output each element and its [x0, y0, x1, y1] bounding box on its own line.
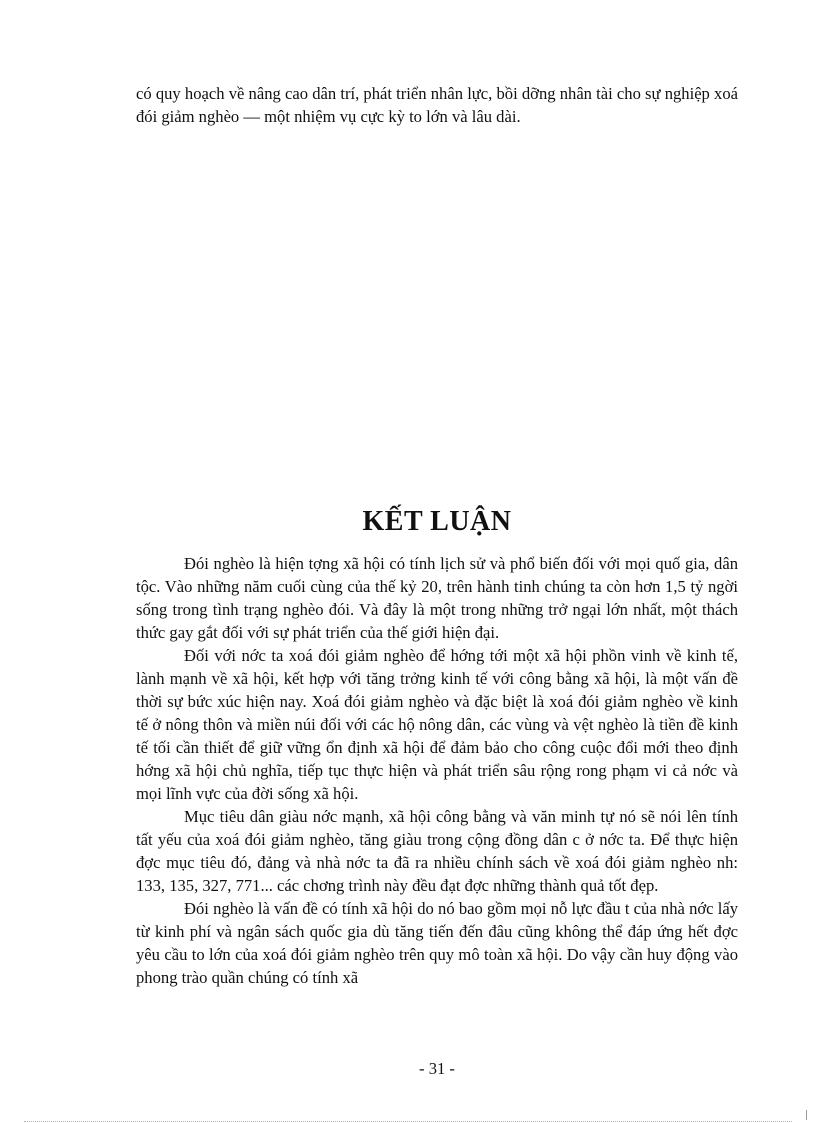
page-corner-mark: [806, 1110, 807, 1120]
conclusion-paragraph-4: Đói nghèo là vấn đề có tính xã hội do nó bao gồm mọi nỗ lực đầu t của nhà nớc lấy từ kinh phí và ngân sách quốc gia dù tăng tiến đến đâu cũng không thể đáp ứng hết đợc yêu cầu to lớn của xoá đói giảm nghèo trên quy mô toàn xã hội. Do vậy cần huy động vào phong trào quần chúng có tính xã: [136, 899, 738, 987]
page-bottom-border: [24, 1121, 792, 1122]
conclusion-text-block: [136, 552, 738, 989]
continuation-paragraph: có quy hoạch về nâng cao dân trí, phát triển nhân lực, bồi dỡng nhân tài cho sự nghiệp xoá đói giảm nghèo — một nhiệm vụ cực kỳ to lớn và lâu dài.: [136, 84, 738, 126]
conclusion-paragraph-1: Đói nghèo là hiện tợng xã hội có tính lịch sử và phổ biến đối với mọi quố gia, dân tộc. Vào những năm cuối cùng của thế kỷ 20, trên hành tinh chúng ta còn hơn 1,5 tỷ ngời sống trong tình trạng nghèo đói. Và đây là một trong những trở ngại lớn nhất, một thách thức gay gắt đối với sự phát triển của thế giới hiện đại.: [136, 554, 738, 642]
conclusion-paragraph-2: Đối với nớc ta xoá đói giảm nghèo để hớng tới một xã hội phồn vinh về kinh tế, lành mạnh về xã hội, kết hợp với tăng trởng kinh tế với công bằng xã hội, là một vấn đề thời sự bức xúc hiện nay. Xoá đói giảm nghèo và đặc biệt là xoá đói giảm nghèo về kinh tế ở nông thôn và miền núi đối với các hộ nông dân, các vùng và vệt nghèo là tiền đề kinh tế tối cần thiết để giữ vững ổn định xã hội để đảm bảo cho công cuộc đổi mới theo định hớng xã hội chủ nghĩa, tiếp tục thực hiện và phát triển sâu rộng rong phạm vi cả nớc và mọi lĩnh vực của đời sống xã hội.: [136, 646, 738, 803]
page-number: - 31 -: [419, 1059, 455, 1078]
conclusion-paragraph-3: Mục tiêu dân giàu nớc mạnh, xã hội công bằng và văn minh tự nó sẽ nói lên tính tất yếu của xoá đói giảm nghèo, tăng giàu trong cộng đồng dân c ở nớc ta. Để thực hiện đợc mục tiêu đó, đảng và nhà nớc ta đã ra nhiều chính sách về xoá đói giảm nghèo nh: 133, 135, 327, 771... các chơng trình này đều đạt đợc những thành quả tốt đẹp.: [136, 807, 738, 895]
section-heading: KẾT LUẬN: [362, 506, 512, 537]
top-text-block: [136, 82, 738, 128]
